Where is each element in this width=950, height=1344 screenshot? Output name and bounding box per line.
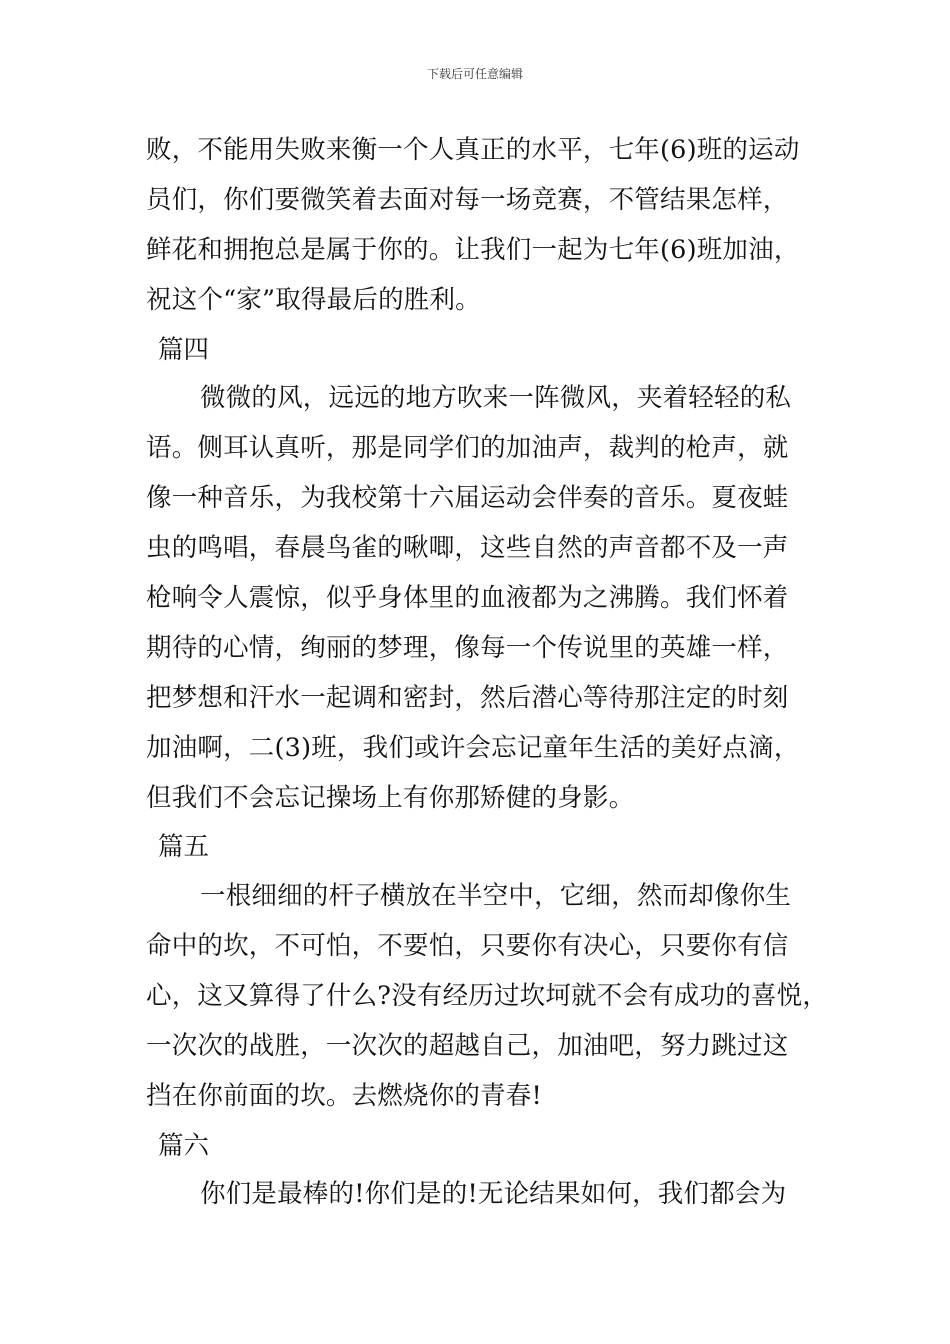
- section-heading: 篇四: [158, 335, 210, 365]
- section-heading: 篇六: [158, 1131, 210, 1161]
- paragraph-line: 像一种音乐，为我校第十六届运动会伴奏的音乐。夏夜蛙: [146, 483, 789, 513]
- paragraph-line: 鲜花和拥抱总是属于你的。让我们一起为七年(6)班加油，: [146, 235, 800, 265]
- paragraph-line: 语。侧耳认真听，那是同学们的加油声，裁判的枪声，就: [146, 433, 789, 463]
- paragraph-line: 败，不能用失败来衡一个人真正的水平，七年(6)班的运动: [146, 135, 800, 165]
- paragraph-line: 心，这又算得了什么?没有经历过坎坷就不会有成功的喜悦，: [146, 981, 829, 1011]
- paragraph-line: 枪响令人震惊，似乎身体里的血液都为之沸腾。我们怀着: [146, 583, 789, 613]
- paragraph-line: 挡在你前面的坎。去燃烧你的青春!: [146, 1081, 542, 1111]
- paragraph-line: 你们是最棒的!你们是的!无论结果如何，我们都会为: [200, 1179, 787, 1209]
- paragraph-line: 加油啊，二(3)班，我们或许会忘记童年生活的美好点滴，: [146, 733, 800, 763]
- paragraph-line: 员们，你们要微笑着去面对每一场竞赛，不管结果怎样，: [146, 185, 789, 215]
- paragraph-line: 祝这个“家”取得最后的胜利。: [146, 285, 481, 315]
- paragraph-line: 期待的心情，绚丽的梦理，像每一个传说里的英雄一样，: [146, 633, 789, 663]
- paragraph-line: 一次次的战胜，一次次的超越自己，加油吧，努力跳过这: [146, 1031, 789, 1061]
- section-heading: 篇五: [158, 832, 210, 862]
- header-note: 下载后可任意编辑: [426, 67, 523, 81]
- paragraph-line: 命中的坎，不可怕，不要怕，只要你有决心，只要你有信: [146, 931, 789, 961]
- paragraph-line: 虫的鸣唱，春晨鸟雀的啾唧，这些自然的声音都不及一声: [146, 533, 789, 563]
- paragraph-line: 把梦想和汗水一起调和密封，然后潜心等待那注定的时刻: [146, 683, 789, 713]
- paragraph-line: 但我们不会忘记操场上有你那矫健的身影。: [146, 783, 635, 813]
- paragraph-line: 微微的风，远远的地方吹来一阵微风，夹着轻轻的私: [200, 383, 792, 413]
- paragraph-line: 一根细细的杆子横放在半空中，它细，然而却像你生: [200, 881, 792, 911]
